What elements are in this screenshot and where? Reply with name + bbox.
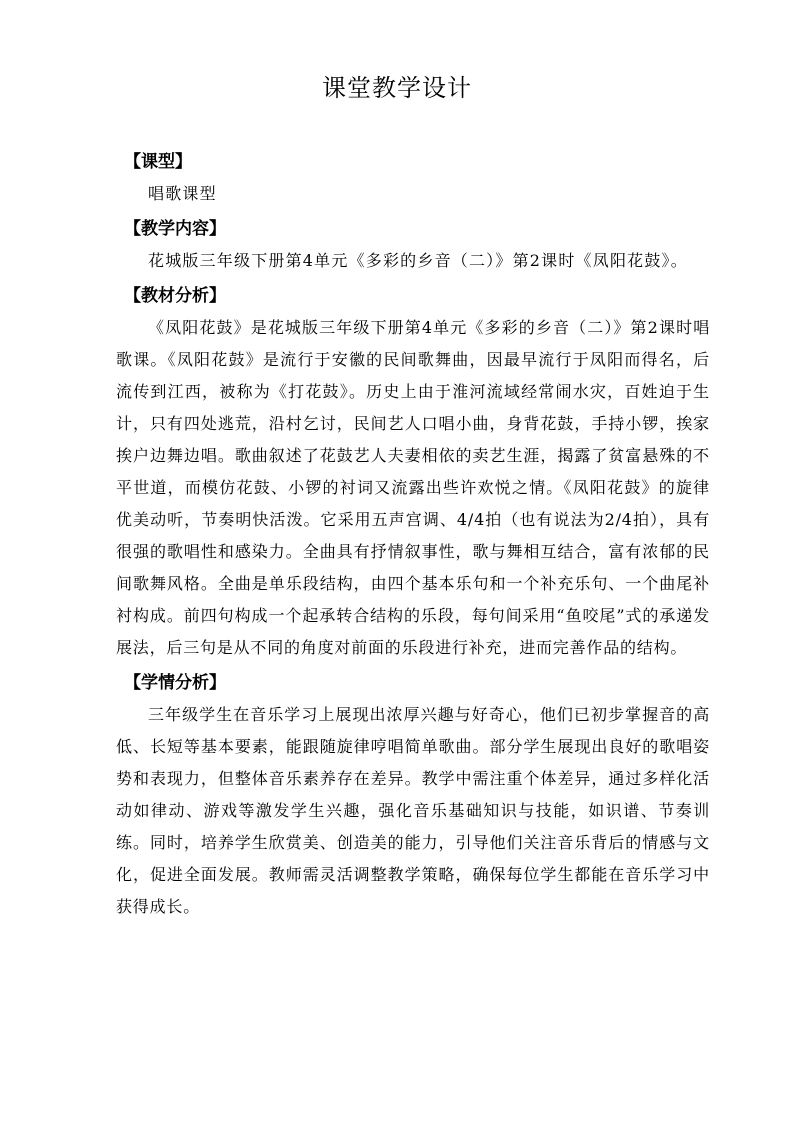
section-body-lesson-type: 唱歌课型 [148, 184, 217, 203]
section-heading-teaching-content: 【教学内容】 [124, 219, 226, 239]
section-body-material-analysis: 《凤阳花鼓》是花城版三年级下册第4单元《多彩的乡音（二）》第2课时唱歌课。《凤阳花鼓》是流行于安徽的民间歌舞曲，因最早流行于凤阳而得名，后流传到江西，被称为《打花鼓》。历史上由于淮河流域经常闹水灾，百姓迫于生计，只有四处逃荒，沿村乞讨，民间艺人口唱小曲，身背花鼓，手持小锣，挨家挨户边舞边唱。歌曲叙述了花鼓艺人夫妻相依的卖艺生涯，揭露了贫富悬殊的不平世道，而模仿花鼓、小锣的衬词又流露出些许欢悦之情。《凤阳花鼓》的旋律优美动听，节奏明快活泼。它采用五声宫调、4/4拍（也有说法为2/4拍），具有很强的歌唱性和感染力。全曲具有抒情叙事性，歌与舞相互结合，富有浓郁的民间歌舞风格。全曲是单乐段结构，由四个基本乐句和一个补充乐句、一个曲尾补衬构成。前四句构成一个起承转合结构的乐段，每句间采用“鱼咬尾”式的承递发展法，后三句是从不同的角度对前面的乐段进行补充，进而完善作品的结构。 [116, 318, 710, 657]
section-heading-student-analysis: 【学情分析】 [124, 673, 226, 693]
section-heading-material-analysis: 【教材分析】 [124, 286, 226, 306]
document-body [116, 146, 710, 923]
section-heading-lesson-type: 【课型】 [124, 152, 192, 172]
section-body-student-analysis: 三年级学生在音乐学习上展现出浓厚兴趣与好奇心，他们已初步掌握音的高低、长短等基本要素，能跟随旋律哼唱简单歌曲。部分学生展现出良好的歌唱姿势和表现力，但整体音乐素养存在差异。教学中需注重个体差异，通过多样化活动如律动、游戏等激发学生兴趣，强化音乐基础知识与技能，如识谱、节奏训练。同时，培养学生欣赏美、创造美的能力，引导他们关注音乐背后的情感与文化，促进全面发展。教师需灵活调整教学策略，确保每位学生都能在音乐学习中获得成长。 [116, 705, 710, 916]
document-title: 课堂教学设计 [322, 74, 472, 102]
section-body-teaching-content: 花城版三年级下册第4单元《多彩的乡音（二）》第2课时《凤阳花鼓》。 [148, 251, 688, 270]
